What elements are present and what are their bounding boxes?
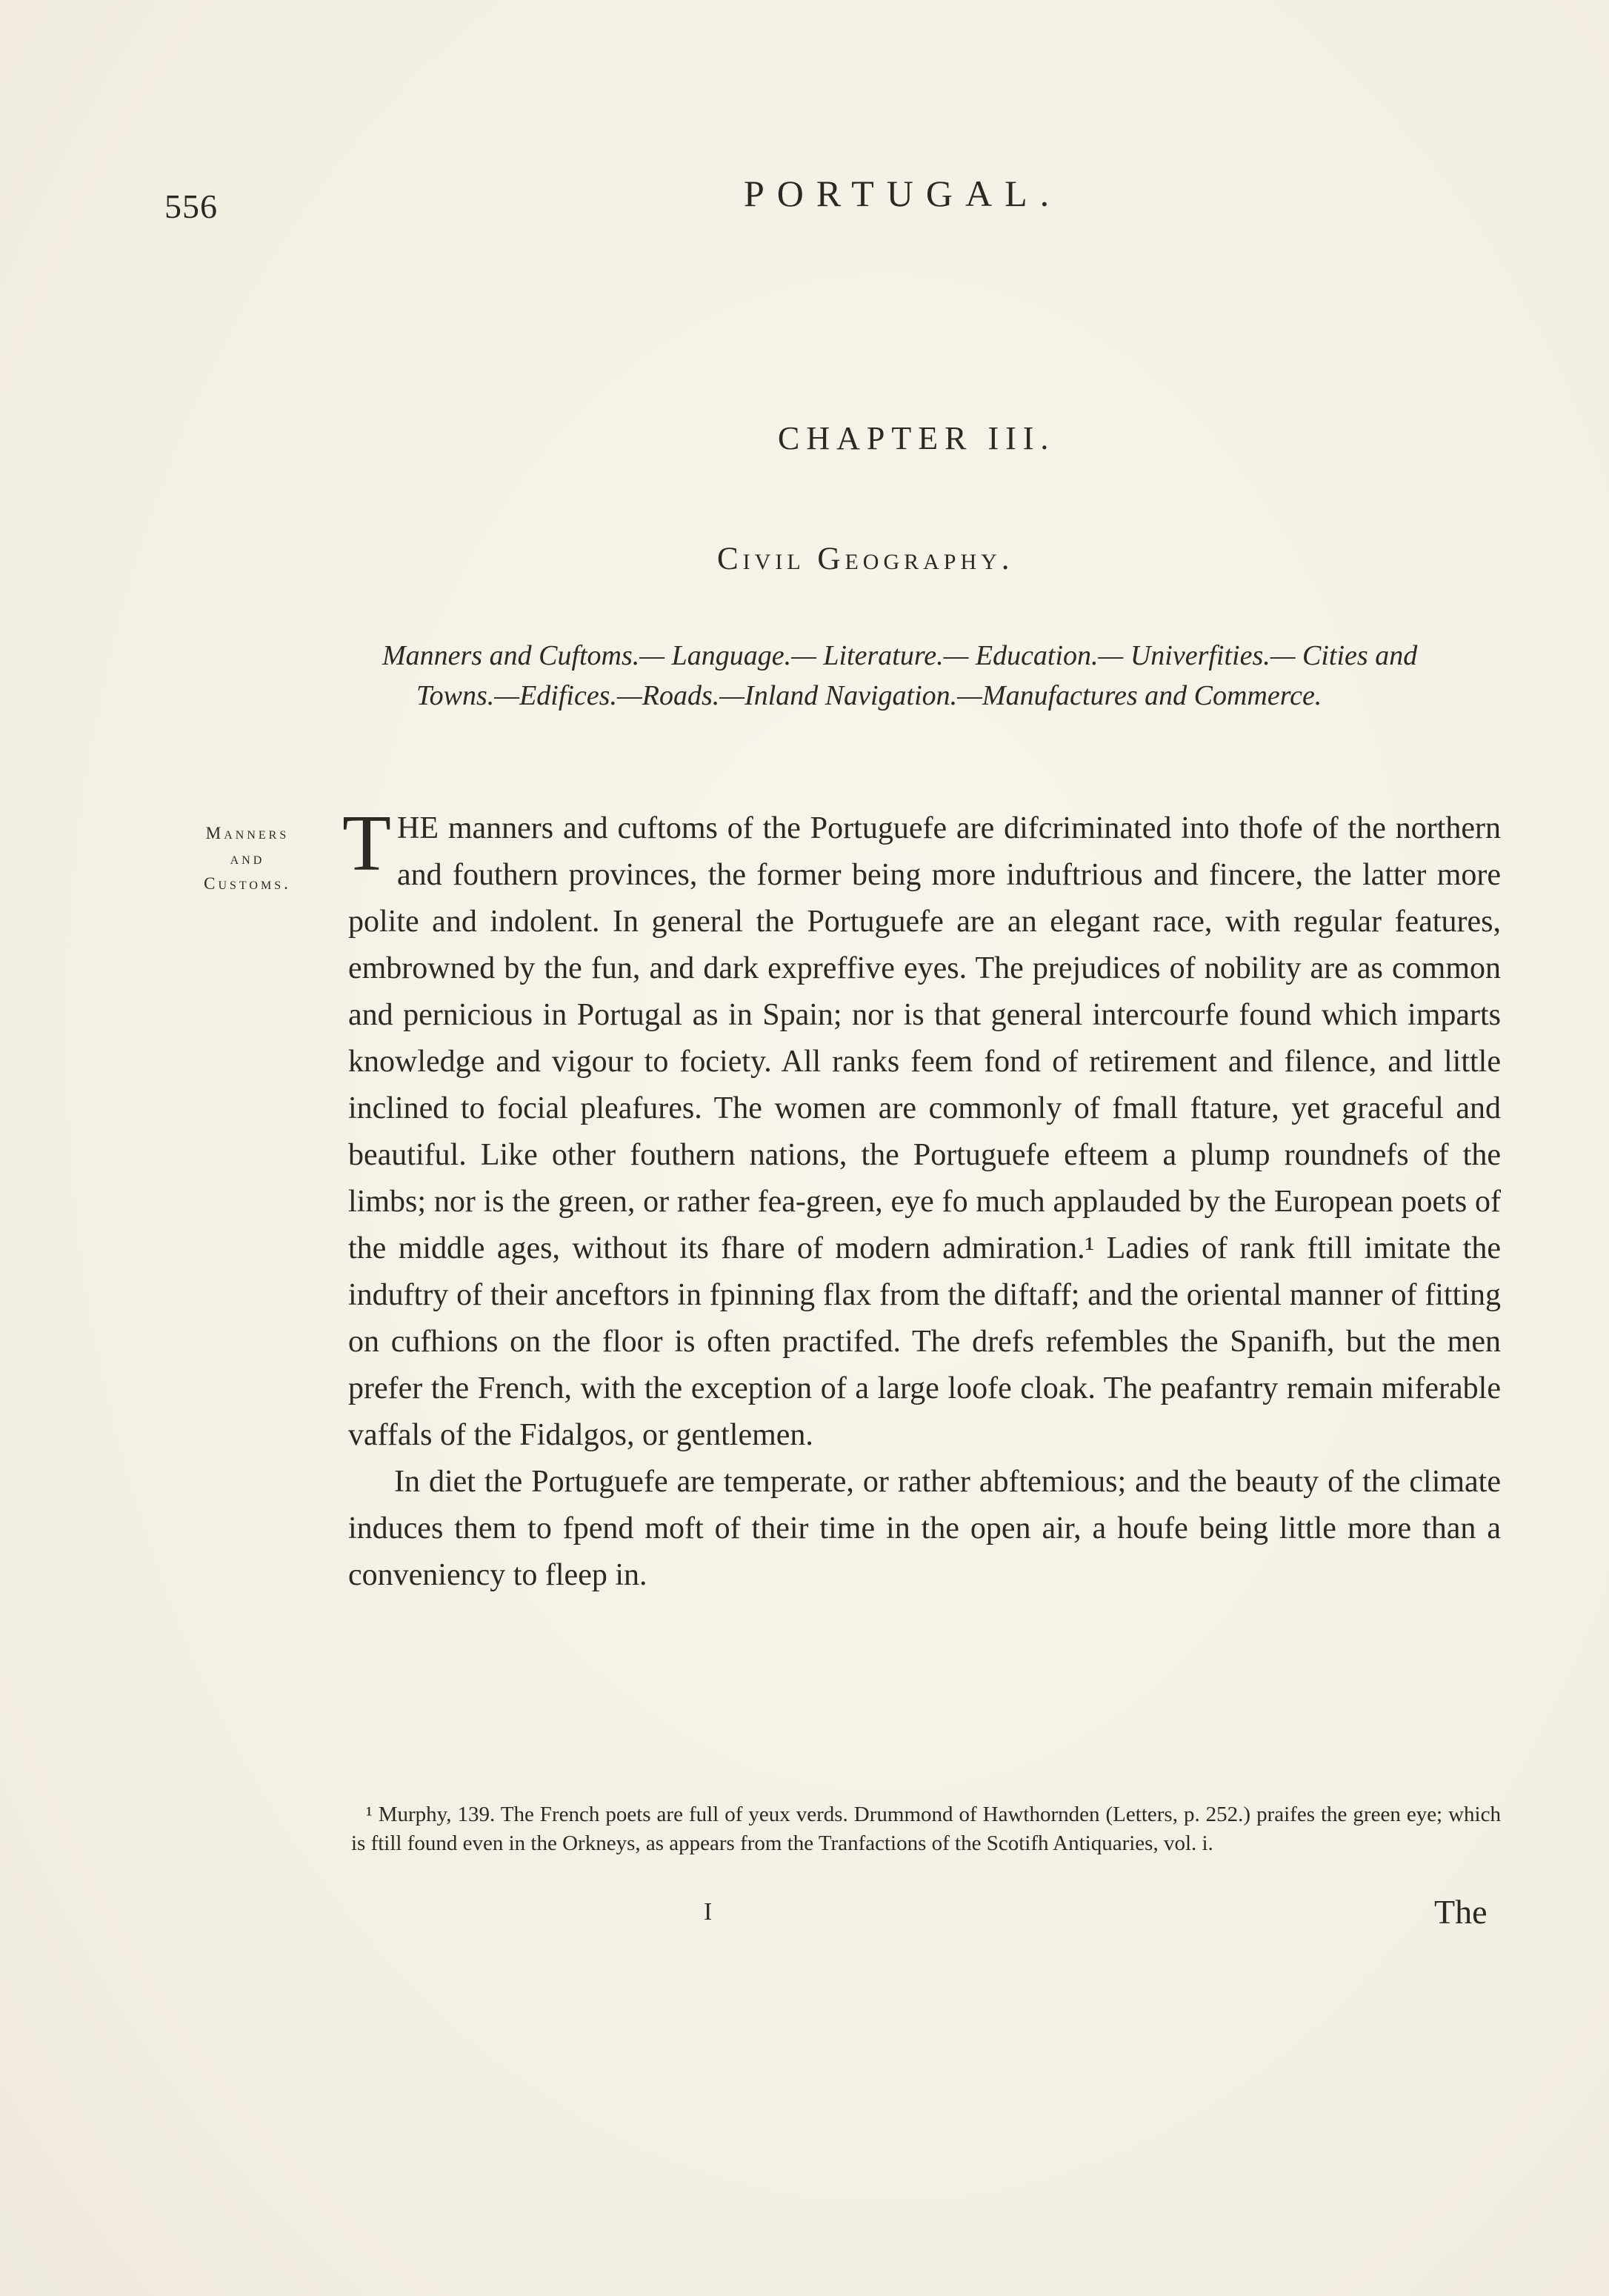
- paragraph: [342, 799, 1501, 1459]
- chapter-contents: Manners and Cuftoms.— Language.— Literature.— Education.— Univerfities.— Cities and Towns.—Edifices.—Roads.—Inland Navigation.—Manufactures and Commerce.: [382, 640, 1418, 711]
- section-title: Civil Geography.: [717, 542, 1014, 576]
- running-head: PORTUGAL.: [744, 173, 1062, 214]
- drop-cap: T: [342, 799, 391, 888]
- paragraph: In diet the Portuguefe are temperate, or rather abftemious; and the beauty of the climate induces them to fpend moft of their time in the open air, a houfe being little more than a conveniency to fleep in.: [348, 1465, 1501, 1592]
- page-number: 556: [164, 187, 218, 225]
- footnote: ¹ Murphy, 139. The French poets are full of yeux verds. Drummond of Hawthornden (Letters, p. 252.) praifes the green eye; which is ftill found even in the Orkneys, as appears from the Tranfactions of the Scotifh Antiquaries, vol. i.: [351, 1803, 1501, 1855]
- margin-note: [181, 821, 314, 896]
- margin-note-line: and: [230, 849, 265, 868]
- signature-mark: I: [704, 1898, 713, 1926]
- margin-note-line: Customs.: [204, 874, 291, 893]
- paragraph-text: HE manners and cuftoms of the Portuguefe are difcriminated into thofe of the northern and fouthern provinces, the former being more induftrious and fincere, the latter more polite and indolent. In general the Portuguefe are an elegant race, with regular features, embrowned by the fun, and dark expreffive eyes. The prejudices of nobility are as common and pernicious in Portugal as in Spain; nor is that general intercourfe found which imparts knowledge and vigour to fociety. All ranks feem fond of retirement and filence, and little inclined to focial pleafures. The women are commonly of fmall ftature, yet graceful and beautiful. Like other fouthern nations, the Portuguefe efteem a plump roundnefs of the limbs; nor is the green, or rather fea-green, eye fo much applauded by the European poets of the middle ages, without its fhare of modern admiration.¹ Ladies of rank ftill imitate the induftry of their anceftors in fpinning flax from the diftaff; and the oriental manner of fitting on cufhions on the floor is often practifed. The drefs refembles the Spanifh, but the men prefer the French, with the exception of a large loofe cloak. The peafantry remain miferable vaffals of the Fidalgos, or gentlemen.: [348, 811, 1501, 1452]
- chapter-title: CHAPTER III.: [778, 420, 1056, 456]
- margin-note-line: Manners: [205, 824, 290, 842]
- body-text: [342, 799, 1501, 1599]
- footnotes: [351, 1800, 1501, 1858]
- catchword: The: [1434, 1893, 1488, 1931]
